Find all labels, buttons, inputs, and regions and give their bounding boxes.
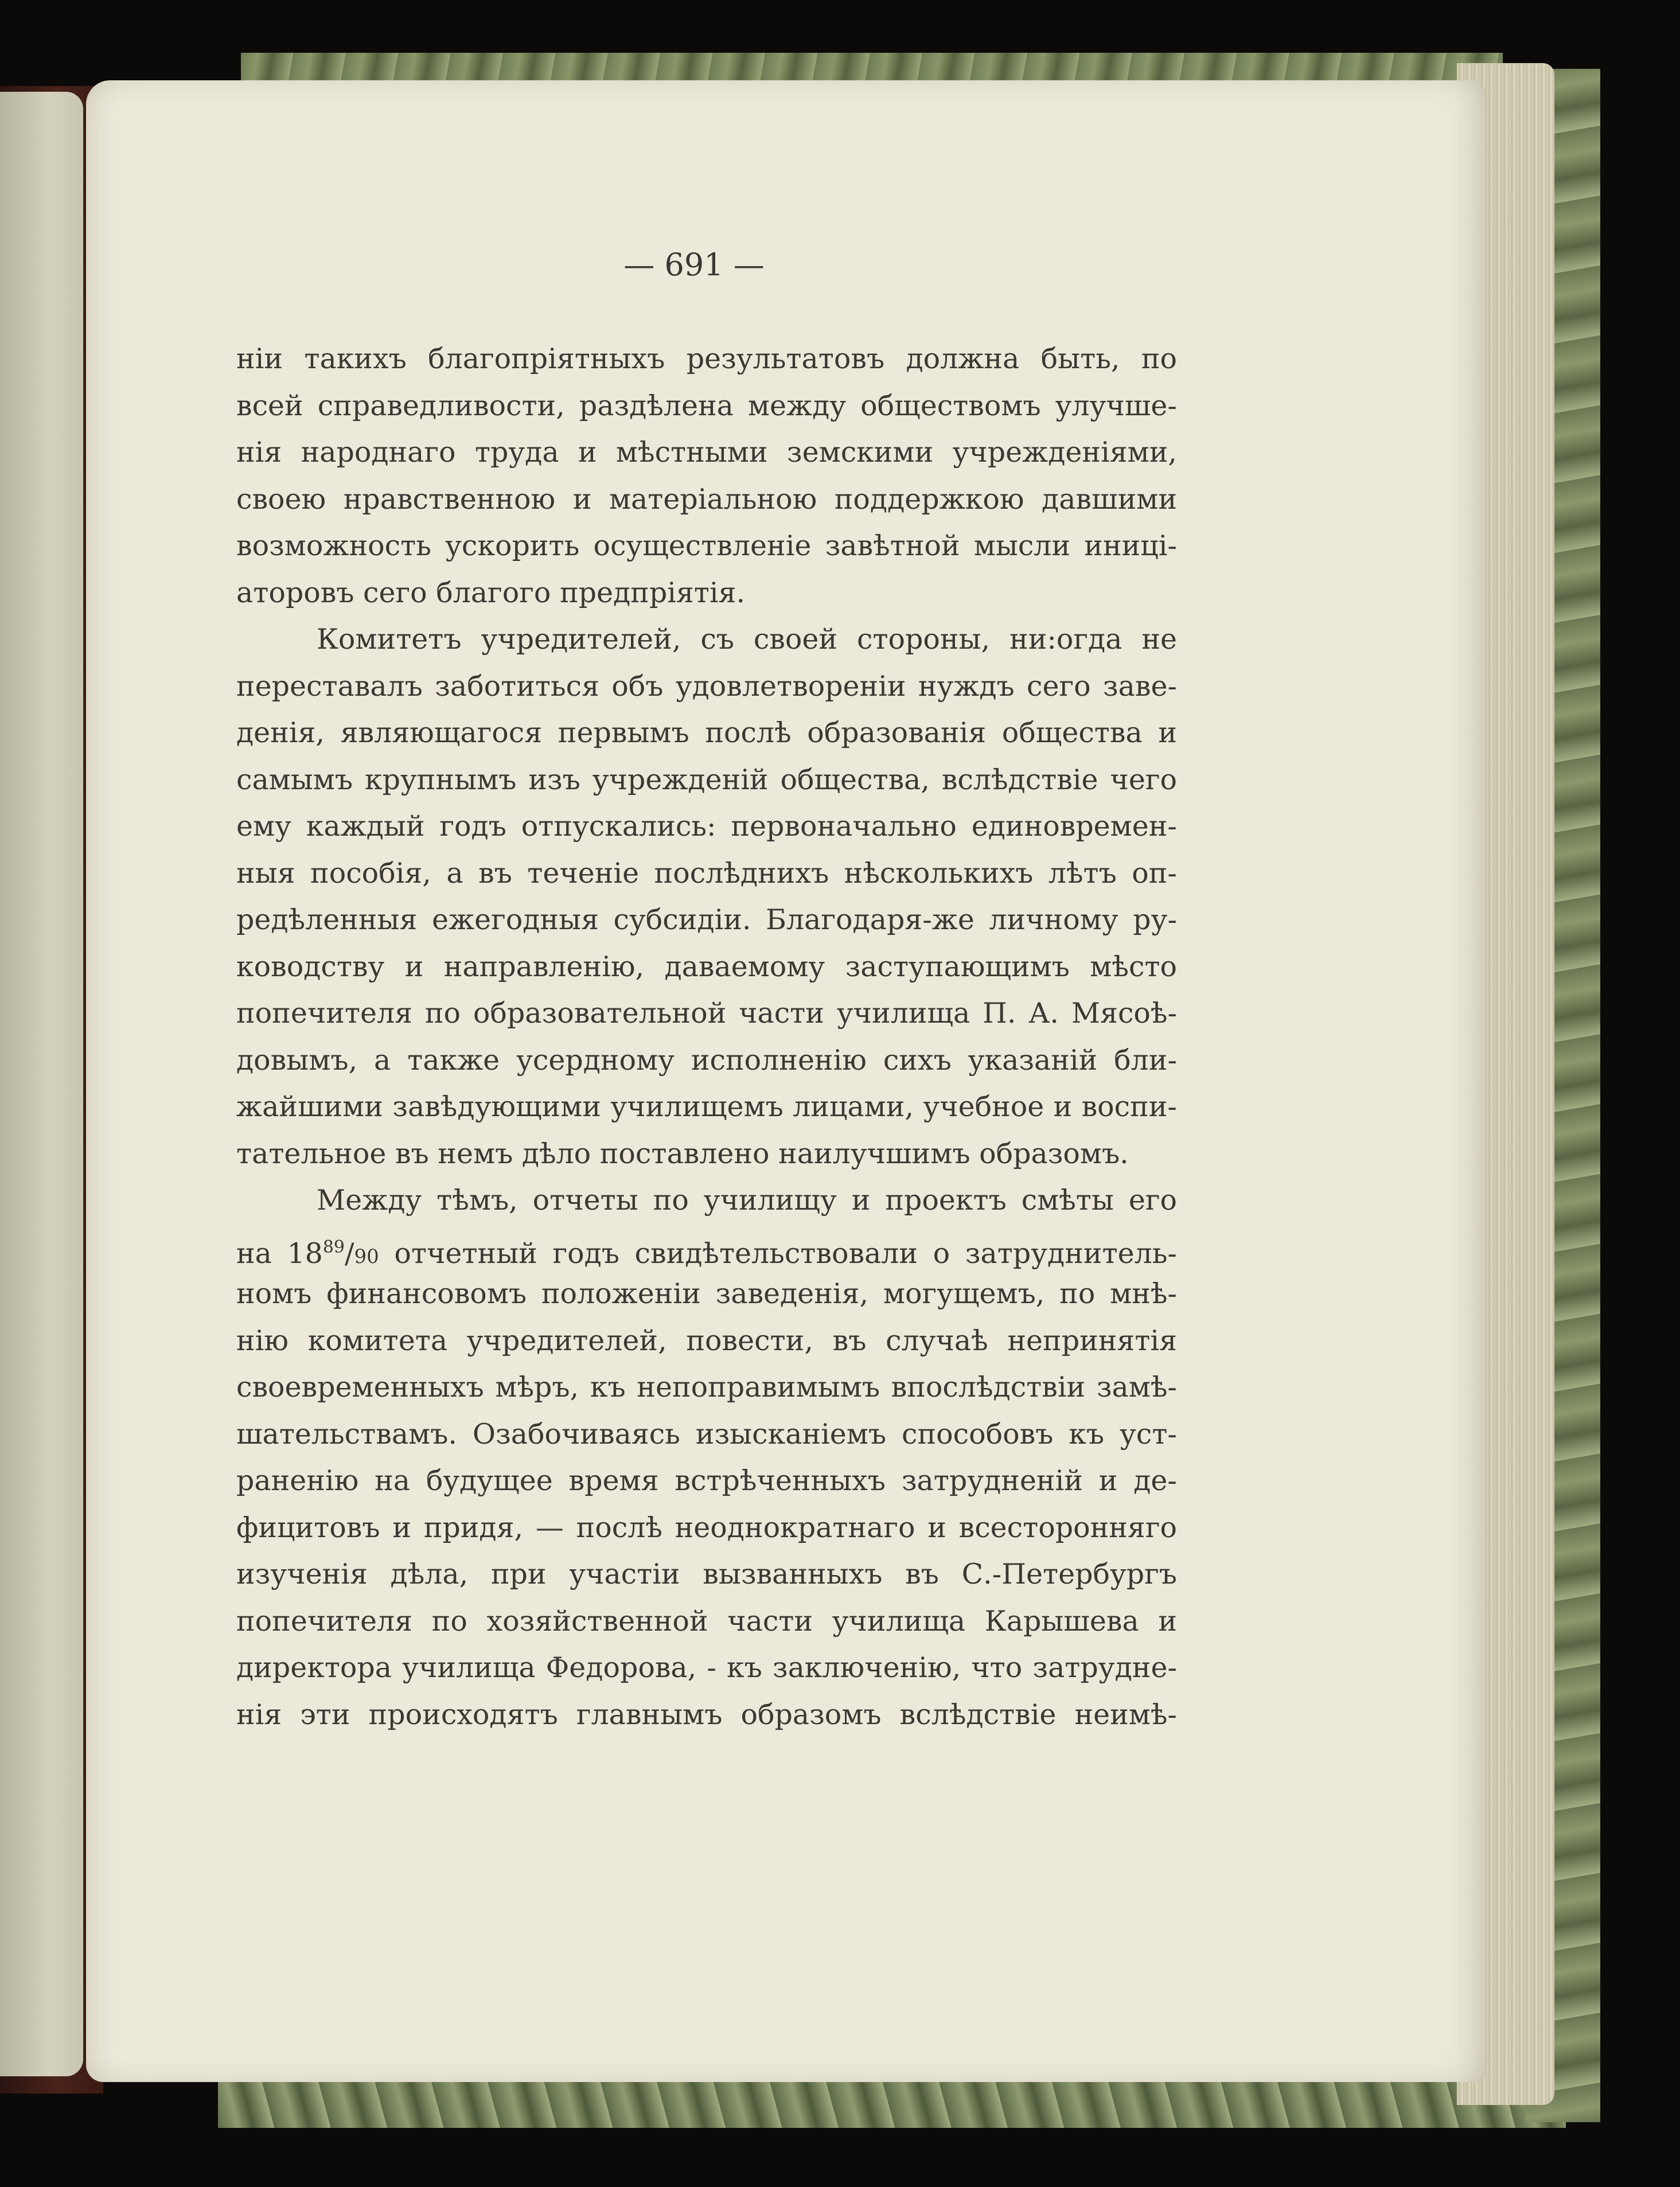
- text-line: нія эти происходятъ главнымъ образомъ вслѣдствіе неимѣ-: [236, 1698, 1177, 1731]
- text-line: изученія дѣла, при участіи вызванныхъ въ С.-Петербургъ: [236, 1558, 1177, 1590]
- page-number: — 691 —: [623, 247, 765, 283]
- fraction-line-start: на 18: [236, 1237, 323, 1270]
- text-line: переставалъ заботиться объ удовлетвореніи нуждъ сего заве-: [236, 669, 1177, 703]
- text-line: жайшими завѣдующими училищемъ лицами, учебное и воспи-: [236, 1090, 1177, 1123]
- text-line: попечителя по образовательной части училища П. А. Мясоѣ-: [236, 997, 1177, 1030]
- text-line: тательное въ немъ дѣло поставлено наилучшимъ образомъ.: [236, 1137, 1129, 1170]
- text-line: возможность ускорить осуществленіе завѣтной мысли иниці-: [236, 529, 1177, 562]
- body-text: [236, 336, 1177, 1738]
- text-line: своею нравственною и матеріальною поддержкою давшими: [236, 482, 1177, 516]
- text-line: самымъ крупнымъ изъ учрежденій общества, вслѣдствіе чего: [236, 763, 1177, 796]
- text-line: ніи такихъ благопріятныхъ результатовъ должна быть, по: [236, 342, 1177, 375]
- text-line: ныя пособія, а въ теченіе послѣднихъ нѣсколькихъ лѣтъ оп-: [236, 856, 1177, 890]
- text-line: раненію на будущее время встрѣченныхъ затрудненій и де-: [236, 1464, 1177, 1497]
- text-line: ководству и направленію, даваемому заступающимъ мѣсто: [236, 950, 1177, 983]
- fraction-line: [236, 1224, 1177, 1271]
- text-line: нія народнаго труда и мѣстными земскими учрежденіями,: [236, 436, 1177, 469]
- year-superscript: 89: [322, 1237, 345, 1257]
- text-line: попечителя по хозяйственной части училища Карышева и: [236, 1604, 1177, 1638]
- text-line: денія, являющагося первымъ послѣ образованія общества и: [236, 716, 1177, 749]
- year-subscript: 90: [354, 1245, 379, 1268]
- paragraph-start-line: Комитетъ учредителей, съ своей стороны, ни:огда не: [317, 623, 1177, 656]
- facing-page-edge: [0, 92, 83, 2076]
- text-line: ему каждый годъ отпускались: первоначально единовремен-: [236, 810, 1177, 843]
- fraction-line-end: отчетный годъ свидѣтельствовали о затруднитель-: [379, 1237, 1177, 1270]
- text-line: номъ финансовомъ положеніи заведенія, могущемъ, по мнѣ-: [236, 1277, 1177, 1310]
- text-line: всей справедливости, раздѣлена между обществомъ улучше-: [236, 389, 1177, 422]
- fraction-slash: /: [345, 1237, 354, 1270]
- text-line: своевременныхъ мѣръ, къ непоправимымъ впослѣдствіи замѣ-: [236, 1371, 1177, 1404]
- text-line: аторовъ сего благого предпріятія.: [236, 576, 746, 609]
- text-line: директора училища Федорова, - къ заключенію, что затрудне-: [236, 1651, 1177, 1684]
- text-line: довымъ, а также усердному исполненію сихъ указаній бли-: [236, 1043, 1177, 1077]
- text-line: редѣленныя ежегодныя субсидіи. Благодаря-же личному ру-: [236, 903, 1177, 936]
- marbled-endpaper-bottom: [218, 2082, 1566, 2128]
- text-line: шательствамъ. Озабочиваясь изысканіемъ способовъ къ уст-: [236, 1417, 1177, 1451]
- text-line: фицитовъ и придя, — послѣ неоднократнаго и всесторонняго: [236, 1511, 1177, 1544]
- text-line: нію комитета учредителей, повести, въ случаѣ непринятія: [236, 1324, 1177, 1357]
- paragraph-start-line: Между тѣмъ, отчеты по училищу и проектъ смѣты его: [317, 1184, 1177, 1217]
